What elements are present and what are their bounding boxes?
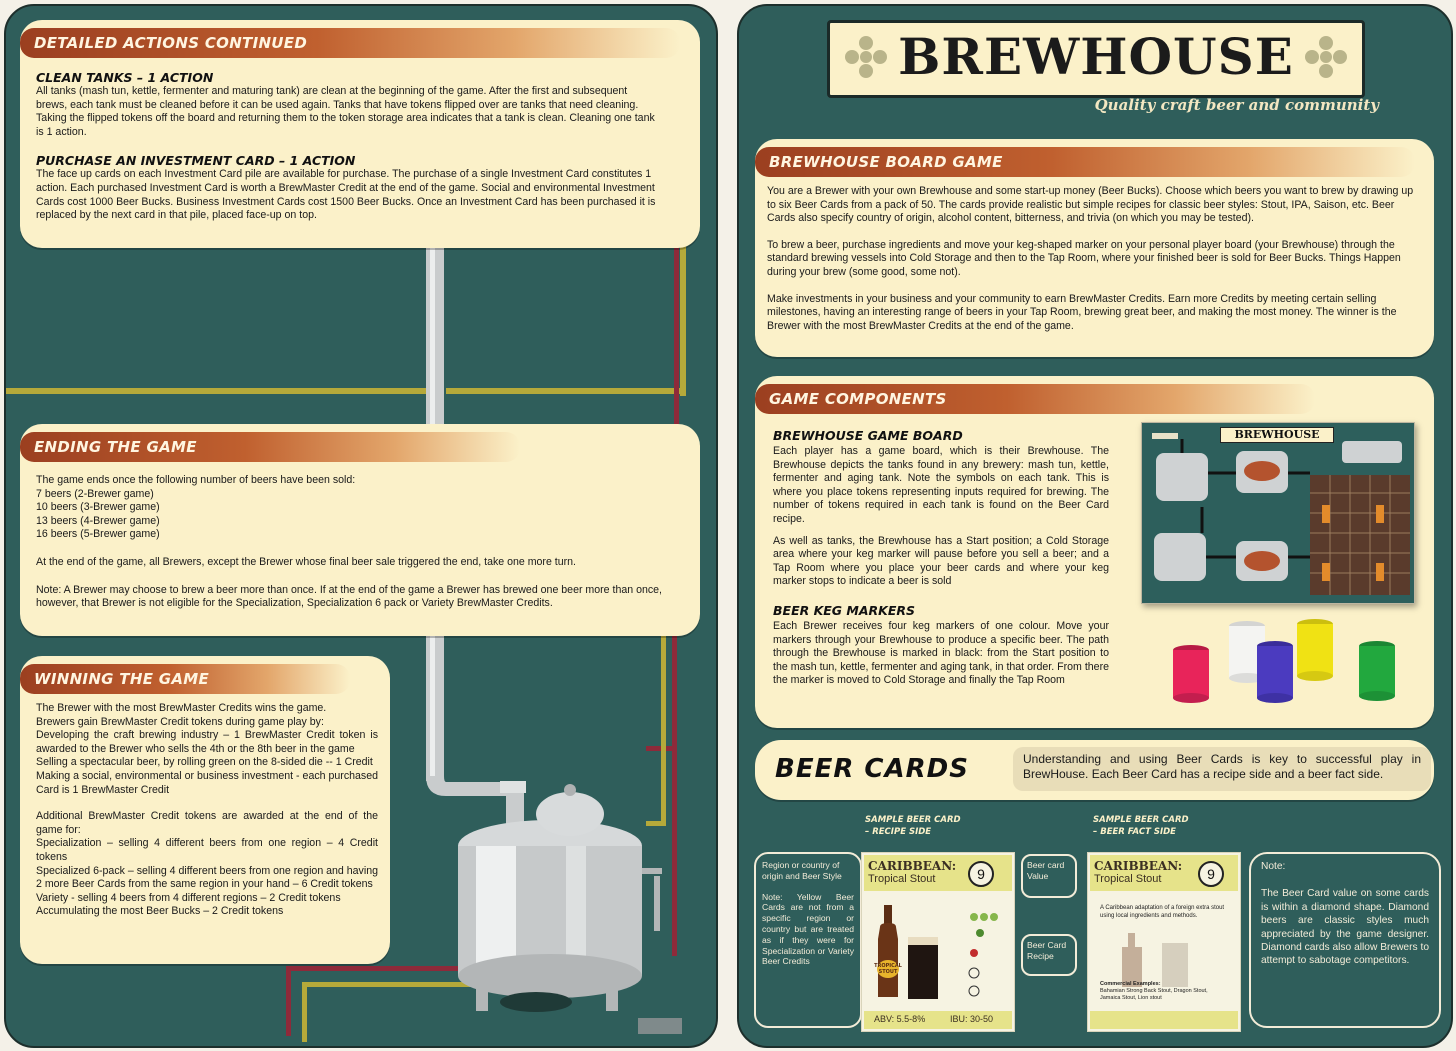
faded-bottle-image	[1088, 929, 1238, 989]
fact-side-label-1: SAMPLE BEER CARD	[1093, 815, 1189, 825]
ending-intro: The game ends once the following number of beers have been sold:	[36, 474, 356, 486]
ending-game-title: ENDING THE GAME	[34, 438, 197, 456]
region-callout-note: Note: Yellow Beer Cards are not from a specific region or country but are treated as if they were for Specialization or Variety Beer Credits	[762, 891, 854, 967]
keg-markers-heading: BEER KEG MARKERS	[773, 602, 916, 618]
ending-game-banner	[20, 432, 520, 462]
recipe-callout: Beer Card Recipe	[1021, 934, 1077, 976]
recipe-side-label-1: SAMPLE BEER CARD	[865, 815, 961, 825]
fact-card-region: CARIBBEAN:	[1094, 859, 1183, 873]
fact-side-label-2: – BEER FACT SIDE	[1093, 827, 1176, 837]
card-style: Tropical Stout	[868, 873, 936, 885]
board-game-banner	[755, 147, 1415, 177]
ending-count-3: 10 beers (3-Brewer game)	[36, 501, 160, 514]
fact-card-examples: Bahamian Strong Back Stout, Dragon Stout, Jamaica Stout, Lion stout	[1100, 988, 1208, 1001]
ending-note: Note: A Brewer may choose to brew a beer more than once. If at the end of the game a Brewer has brewed one beer more than once, however, that Brewer is not eligible for the Specialization, Specialization 6 pack or Variety BrewMaster Credits.	[36, 583, 662, 610]
hops-right-icon	[1296, 29, 1356, 89]
fact-card-text: A Caribbean adaptation of a foreign extra stout using local ingredients and methods.	[1100, 905, 1225, 919]
fact-card-style: Tropical Stout	[1094, 873, 1162, 885]
game-board-image	[1141, 422, 1415, 604]
winning-line: Variety - selling 4 beers from 4 different regions – 2 Credit tokens	[36, 891, 341, 904]
board-game-card	[755, 139, 1434, 357]
winning-line: Developing the craft brewing industry – 1 BrewMaster Credit token is awarded to the Brewer who sells the 4th or the 8th beer in the game	[36, 729, 378, 755]
winning-line: Brewers gain BrewMaster Credit tokens during game play by:	[36, 715, 324, 728]
brewhouse-logo-title: BREWHOUSE	[898, 27, 1294, 86]
game-components-banner	[755, 384, 1315, 414]
winning-game-banner	[20, 664, 350, 694]
region-callout	[754, 852, 862, 1028]
winning-line: Additional BrewMaster Credit tokens are awarded at the end of the game for:	[36, 810, 378, 836]
keg-markers-text: Each Brewer receives four keg markers of one colour. Move your markers through your Brewhouse to produce a specific beer. The path through the Brewhouse is marked in black: from the Start position to the mash tun, kettle, fermenter and aging tank, in that order. From there the marker is moved to Cold Storage and finally the Tap Room	[773, 619, 1109, 687]
fact-card-examples-title: Commercial Examples:	[1100, 981, 1161, 987]
purchase-investment-heading: PURCHASE AN INVESTMENT CARD – 1 ACTION	[36, 153, 356, 169]
game-board-text-2: As well as tanks, the Brewhouse has a Start position; a Cold Storage area where your keg marker will pause before you sell a beer; and a Tap Room where you place your beer cards and where your keg marker stops to indicate a beer is sold	[773, 534, 1109, 588]
right-page	[737, 4, 1453, 1048]
winning-game-title: WINNING THE GAME	[34, 670, 210, 688]
card-region: CARIBBEAN:	[868, 859, 957, 873]
ending-extra-turn: At the end of the game, all Brewers, except the Brewer whose final beer sale triggered the end, take one more turn.	[36, 555, 576, 568]
game-board-heading: BREWHOUSE GAME BOARD	[773, 428, 963, 443]
clean-tanks-text: All tanks (mash tun, kettle, fermenter and maturing tank) are clean at the beginning of the game. After the first and subsequent brews, each tank must be cleaned before it can be used again. Tanks that have tokens flipped over are tanks that need cleaning. Taking the flipped tokens off the board and returning them to the token storage area indicates that a tank is clean. Cleaning one tank is 1 action.	[36, 85, 655, 138]
card-ibu: IBU: 30-50	[950, 1014, 994, 1024]
ending-count-2: 7 beers (2-Brewer game)	[36, 487, 154, 500]
winning-line: Accumulating the most Beer Bucks – 2 Credit tokens	[36, 905, 284, 918]
beer-cards-title: BEER CARDS	[775, 754, 969, 784]
game-components-card	[755, 376, 1434, 728]
winning-line: The Brewer with the most BrewMaster Credits wins the game.	[36, 702, 327, 714]
sample-fact-card	[1087, 852, 1241, 1032]
game-components-title: GAME COMPONENTS	[769, 390, 947, 408]
winning-line: Specialization – selling 4 different beers from one region – 4 Credit tokens	[36, 837, 378, 863]
recipe-side-label-2: – RECIPE SIDE	[865, 827, 932, 837]
keg-markers-illustration	[1155, 612, 1415, 712]
winning-line: Specialized 6-pack – selling 4 different beers from one region and having 2 more Beer Cards from the same region in your hand – 6 Credit tokens	[36, 864, 378, 891]
detailed-actions-banner	[20, 28, 680, 58]
board-image-title: BREWHOUSE	[1220, 427, 1334, 443]
detailed-actions-title: DETAILED ACTIONS CONTINUED	[34, 34, 308, 52]
board-game-paragraph: You are a Brewer with your own Brewhouse and some start-up money (Beer Bucks). Choose which beers you want to brew by drawing up to six Beer Cards from a pack of 50. The cards provide realistic but simple recipes for classic beer styles: Stout, IPA, Saison, etc. Beer Cards also specify country of origin, alcohol content, bitterness, and trivia (on which you may be tested).	[767, 185, 1414, 225]
ending-count-5: 16 beers (5-Brewer game)	[36, 528, 160, 541]
fact-card-value-badge: 9	[1198, 861, 1224, 887]
keg-yellow-icon	[1297, 619, 1333, 681]
ending-game-card	[20, 424, 700, 636]
brewhouse-logo	[827, 20, 1365, 98]
ending-count-4: 13 beers (4-Brewer game)	[36, 514, 160, 527]
brewhouse-tagline: Quality craft beer and community	[1094, 96, 1379, 114]
left-page	[4, 4, 718, 1048]
board-game-paragraph: To brew a beer, purchase ingredients and move your keg-shaped marker on your personal player board (your Brewhouse) through the standard brewing vessels into Cold Storage and then to the Tap Room, where your finished beer is sold for Beer Bucks. Things Happen during your brew (some good, some not).	[767, 238, 1401, 278]
detailed-actions-card	[20, 20, 700, 248]
note-title: Note:	[1261, 861, 1286, 872]
game-board-text: Each player has a game board, which is their Brewhouse. The Brewhouse depicts the tanks found in any brewery: mash tun, kettle, fermenter and aging tank. Note the symbols on each tank. This is where you place tokens representing inputs required for brewing. The number of tokens required in each tank is found on the Beer Card recipe.	[773, 445, 1109, 525]
beer-cards-header	[755, 740, 1434, 800]
board-game-paragraph: Make investments in your business and your community to earn BrewMaster Credits. Earn more Credits by meeting certain selling milestones, having an interesting range of beers in your Tap Room, brewing great beer, and making the most money. The winner is the Brewer with the most BrewMaster Credits at the end of the game.	[767, 292, 1397, 332]
purchase-investment-text: The face up cards on each Investment Card pile are available for purchase. The purchase of a single Investment Card constitutes 1 action. Each purchased Investment Card is worth a BrewMaster Credit at the end of the game. Social and environmental Investment Cards cost 1000 Beer Bucks. Business Investment Cards cost 1500 Beer Bucks. Once an Investment Card has been purchased it is replaced by the next card in that pile, placed face-up on top.	[36, 168, 656, 222]
beer-bottle-and-glass-image	[862, 897, 1012, 1007]
note-text: The Beer Card value on some cards is within a diamond shape. Diamond beers are classic styles much appreciated by the game designer. Diamond cards also allow Brewers to attempt to sabotage competitors.	[1261, 888, 1429, 967]
winning-line: Making a social, environmental or business investment - each purchased Card is 1 BrewMaster Credit	[36, 769, 378, 796]
keg-red-icon	[1173, 645, 1209, 703]
card-abv: ABV: 5.5-8%	[874, 1014, 926, 1024]
winning-game-card	[20, 656, 390, 964]
beer-cards-intro: Understanding and using Beer Cards is key to successful play in BrewHouse. Each Beer Card has a recipe side and a beer fact side.	[1013, 747, 1431, 791]
board-tanks-illustration	[1142, 423, 1414, 603]
region-callout-text: Region or country of origin and Beer Style	[762, 860, 842, 881]
keg-blue-icon	[1257, 641, 1293, 703]
bottle-label-text: TROPICAL STOUT	[874, 963, 902, 975]
value-callout: Beer card Value	[1021, 854, 1077, 898]
sample-recipe-card	[861, 852, 1015, 1032]
card-value-badge: 9	[968, 861, 994, 887]
clean-tanks-heading: CLEAN TANKS – 1 ACTION	[36, 70, 214, 85]
winning-line: Selling a spectacular beer, by rolling green on the 8-sided die -- 1 Credit	[36, 756, 373, 769]
keg-green-icon	[1359, 641, 1395, 701]
diamond-note-callout	[1249, 852, 1441, 1028]
board-game-title: BREWHOUSE BOARD GAME	[769, 153, 1003, 171]
